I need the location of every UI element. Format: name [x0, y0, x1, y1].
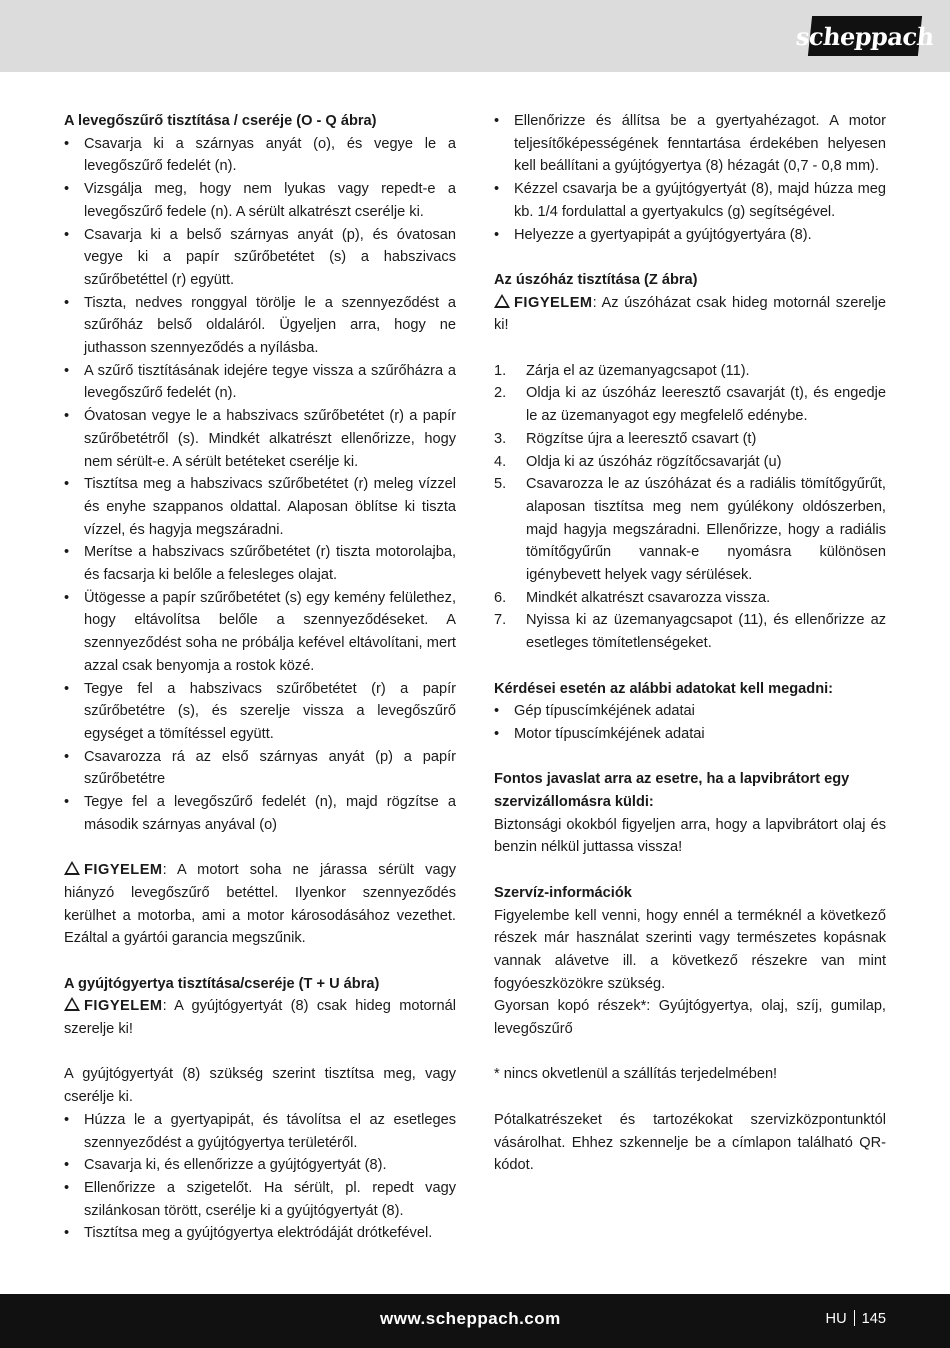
spark-plug-intro: A gyújtógyertyát (8) szükség szerint tisztítsa meg, vagy cserélje ki. [64, 1066, 456, 1106]
service-heading: Szervíz-információk [494, 884, 632, 901]
spark-plug-list [64, 1109, 456, 1245]
float-housing-heading: Az úszóház tisztítása (Z ábra) [494, 271, 698, 288]
list-item: • Tegye fel a levegőszűrő fedelét (n), majd rögzítse a második szárnyas anyával (o) [64, 791, 456, 836]
page-number: 145 [861, 1311, 886, 1327]
language-code: HU [825, 1311, 847, 1327]
list-item: • Csavarja ki, és ellenőrizze a gyújtógyertyát (8). [64, 1154, 456, 1177]
list-item: • Tisztítsa meg a habszivacs szűrőbetétet (r) meleg vízzel és enyhe szappanos oldattal. Alaposan öblítse ki tiszta vízzel, és hagyja megszáradni. [64, 473, 456, 541]
service-note: * nincs okvetlenül a szállítás terjedelmében! [494, 1066, 778, 1083]
spark-plug-heading: A gyújtógyertya tisztítása/cseréje (T + U ábra) [64, 975, 380, 992]
list-item: • Tisztítsa meg a gyújtógyertya elektródáját drótkefével. [64, 1222, 456, 1245]
list-item: • Ütögesse a papír szűrőbetétet (s) egy kemény felülethez, hogy eltávolítsa belőle a szennyeződéseket. A szennyeződést soha ne próbálja kefével eltávolítani, mert azzal csak benyomja a rostok közé. [64, 587, 456, 678]
list-item: • Tegye fel a habszivacs szűrőbetétet (r) a papír szűrőbetétre (s), és szerelje vissza a levegőszűrő egységet a tömítéssel együtt. [64, 678, 456, 746]
page-indicator [826, 1310, 886, 1327]
list-item: • A szűrő tisztításának idejére tegye vissza a szűrőházra a levegőszűrő fedelét (n). [64, 360, 456, 405]
spark-plug-warning: FIGYELEM: A gyújtógyertyát (8) csak hideg motornál szerelje ki! [64, 998, 456, 1038]
service-text: Figyelembe kell venni, hogy ennél a terméknél a következő részek már használat szerinti vagy természetes kopásnak vannak alávetve ill. a következő részekre van mint fogyóeszközökre szükség. [494, 907, 886, 992]
list-item: • Ellenőrizze és állítsa be a gyertyahézagot. A motor teljesítőképességének fenntartása érdekében helyesen kell beállítani a gyújtógyertya (8) hézagát (0,7 - 0,8 mm). [494, 110, 886, 178]
list-item: • Motor típuscímkéjének adatai [494, 723, 886, 746]
list-item: • Tiszta, nedves ronggyal törölje le a szennyeződést a szűrőház belső oldaláról. Ügyeljen arra, hogy ne juthasson szennyeződés a nyílásba. [64, 292, 456, 360]
scheppach-logo: scheppach [808, 16, 922, 56]
warning-icon [64, 861, 80, 875]
wear-parts-text: Gyorsan kopó részek*: Gyújtógyertya, olaj, szíj, gumilap, levegőszűrő [494, 998, 886, 1038]
divider [854, 1310, 855, 1326]
list-item: • Gép típuscímkéjének adatai [494, 700, 886, 723]
list-item: • Merítse a habszivacs szűrőbetétet (r) tiszta motorolajba, és facsarja ki belőle a felesleges olajat. [64, 541, 456, 586]
float-housing-warning: FIGYELEM: Az úszóházat csak hideg motornál szerelje ki! [494, 294, 886, 334]
right-column [494, 110, 886, 1177]
list-item: • Óvatosan vegye le a habszivacs szűrőbetétet (r) a papír szűrőbetétről (s). Mindkét alkatrészt ellenőrizze, hogy nem sérült-e. A sérült betéteket cserélje ki. [64, 405, 456, 473]
website-link[interactable]: www.scheppach.com [380, 1309, 561, 1328]
warning-icon [494, 294, 510, 308]
questions-heading: Kérdései esetén az alábbi adatokat kell megadni: [494, 680, 834, 697]
header-bar [0, 0, 950, 72]
float-housing-steps [494, 360, 886, 655]
list-item: 2. Oldja ki az úszóház leeresztő csavarját (t), és engedje le az üzemanyagot egy megfelelő edénybe. [494, 385, 886, 425]
list-item: • Ellenőrizze a szigetelőt. Ha sérült, pl. repedt vagy szilánkosan törött, cserélje ki a gyújtógyertyát (8). [64, 1177, 456, 1222]
list-item: • Húzza le a gyertyapipát, és távolítsa el az esetleges szennyeződést a gyújtógyertya területéről. [64, 1109, 456, 1154]
list-item: 1. Zárja el az üzemanyagcsapot (11). [494, 362, 750, 379]
list-item: 4. Oldja ki az úszóház rögzítőcsavarját (u) [494, 453, 782, 470]
spare-parts-text: Pótalkatrészeket és tartozékokat szervizközpontunktól vásárolhat. Ehhez szkennelje be a címlapon található QR-kódot. [494, 1111, 886, 1174]
shipping-heading: Fontos javaslat arra az esetre, ha a lapvibrátort egy szervizállomásra küldi: [494, 771, 850, 811]
list-item: • Csavarja ki a belső szárnyas anyát (p), és óvatosan vegye ki a papír szűrőbetétet (s) a habszivacs szűrőbetéttel (r) együtt. [64, 224, 456, 292]
questions-list [494, 700, 886, 745]
list-item: 6. Mindkét alkatrészt csavarozza vissza. [494, 589, 771, 606]
air-filter-warning: FIGYELEM: A motort soha ne járassa sérült vagy hiányzó levegőszűrő betéttel. Ilyenkor szennyeződés kerülhet a motorba, ami a motor károsodásához vezethet. Ezáltal a gyártói garancia megszűnik. [64, 862, 456, 947]
list-item: • Kézzel csavarja be a gyújtógyertyát (8), majd húzza meg kb. 1/4 fordulattal a gyertyakulcs (g) segítségével. [494, 178, 886, 223]
list-item: • Csavarozza rá az első szárnyas anyát (p) a papír szűrőbetétre [64, 746, 456, 791]
list-item: 3. Rögzítse újra a leeresztő csavart (t) [494, 430, 757, 447]
footer-bar [0, 1294, 950, 1348]
shipping-text: Biztonsági okokból figyeljen arra, hogy a lapvibrátort olaj és benzin nélkül juttassa vissza! [494, 816, 886, 856]
list-item: • Csavarja ki a szárnyas anyát (o), és vegye le a levegőszűrő fedelét (n). [64, 133, 456, 178]
left-column [64, 110, 456, 1245]
list-item: 7. Nyissa ki az üzemanyagcsapot (11), és ellenőrizze az esetleges tömítetlenségeket. [494, 612, 886, 652]
air-filter-list [64, 133, 456, 837]
air-filter-heading: A levegőszűrő tisztítása / cseréje (O - Q ábra) [64, 113, 377, 129]
list-item: • Helyezze a gyertyapipát a gyújtógyertyára (8). [494, 224, 886, 247]
spark-plug-cont-list [494, 110, 886, 246]
list-item: • Vizsgálja meg, hogy nem lyukas vagy repedt-e a levegőszűrő fedele (n). A sérült alkatrészt cserélje ki. [64, 178, 456, 223]
warning-icon [64, 997, 80, 1011]
list-item: 5. Csavarozza le az úszóházat és a radiális tömítőgyűrűt, alaposan tisztítsa meg nem gyúlékony oldószerben, majd hagyja megszáradni. Ellenőrizze, hogy a radiális tömítőgyűrűn vannak-e nyomásra különösen igénybevett helyek vagy sérülések. [494, 476, 886, 584]
